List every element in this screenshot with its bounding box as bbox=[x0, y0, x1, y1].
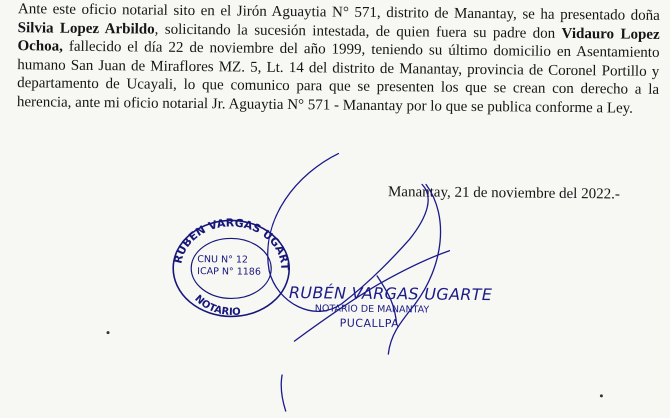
seal-ring-top-text: RUBEN VARGAS UGARTE bbox=[162, 199, 292, 271]
seal-icap: ICAP N° 1186 bbox=[197, 266, 261, 278]
stamp-notary-name: RUBÉN VARGAS UGARTE bbox=[288, 283, 493, 305]
paragraph-part-2: , solicitando la sucesión intestada, de quien fuera su padre don bbox=[154, 21, 562, 42]
ink-dot bbox=[600, 394, 603, 397]
notice-paragraph bbox=[17, 0, 660, 118]
seal-ring-bottom-text: NOTARIO bbox=[192, 293, 242, 319]
paragraph-part-3: fallecido el día 22 de noviembre del año 1999, teniendo su último domicilio en Asentamiento humano San Juan de Miraflores MZ. 5, Lt. 14 del distrito de Manantay, provincia de Coronel Portillo y departamento de Ucayali, lo que comunico para que se presenten los que se crean con derecho a la herencia, ante mi oficio notarial Jr. Aguaytia N° 571 - Manantay por lo que se publica conforme a Ley. bbox=[16, 38, 660, 117]
date-line: Manantay, 21 de noviembre del 2022.- bbox=[387, 184, 620, 203]
paragraph-part-1: Ante este oficio notarial sito en el Jirón Aguaytia N° 571, distrito de Manantay, se ha presentado doña bbox=[17, 1, 660, 24]
ink-dot bbox=[107, 331, 110, 334]
notary-seal bbox=[162, 199, 296, 321]
deceased-name: Vidauro Lopez Ochoa, bbox=[17, 25, 660, 55]
seal-cnu: CNU N° 12 bbox=[197, 254, 249, 266]
seal-inner-text bbox=[197, 254, 261, 279]
stamp-city: PUCALLPA bbox=[339, 316, 400, 331]
stamp-notary-role: NOTARIO DE MANANTAY bbox=[314, 303, 430, 316]
petitioner-name: Silvia Lopez Arbildo bbox=[17, 19, 155, 38]
